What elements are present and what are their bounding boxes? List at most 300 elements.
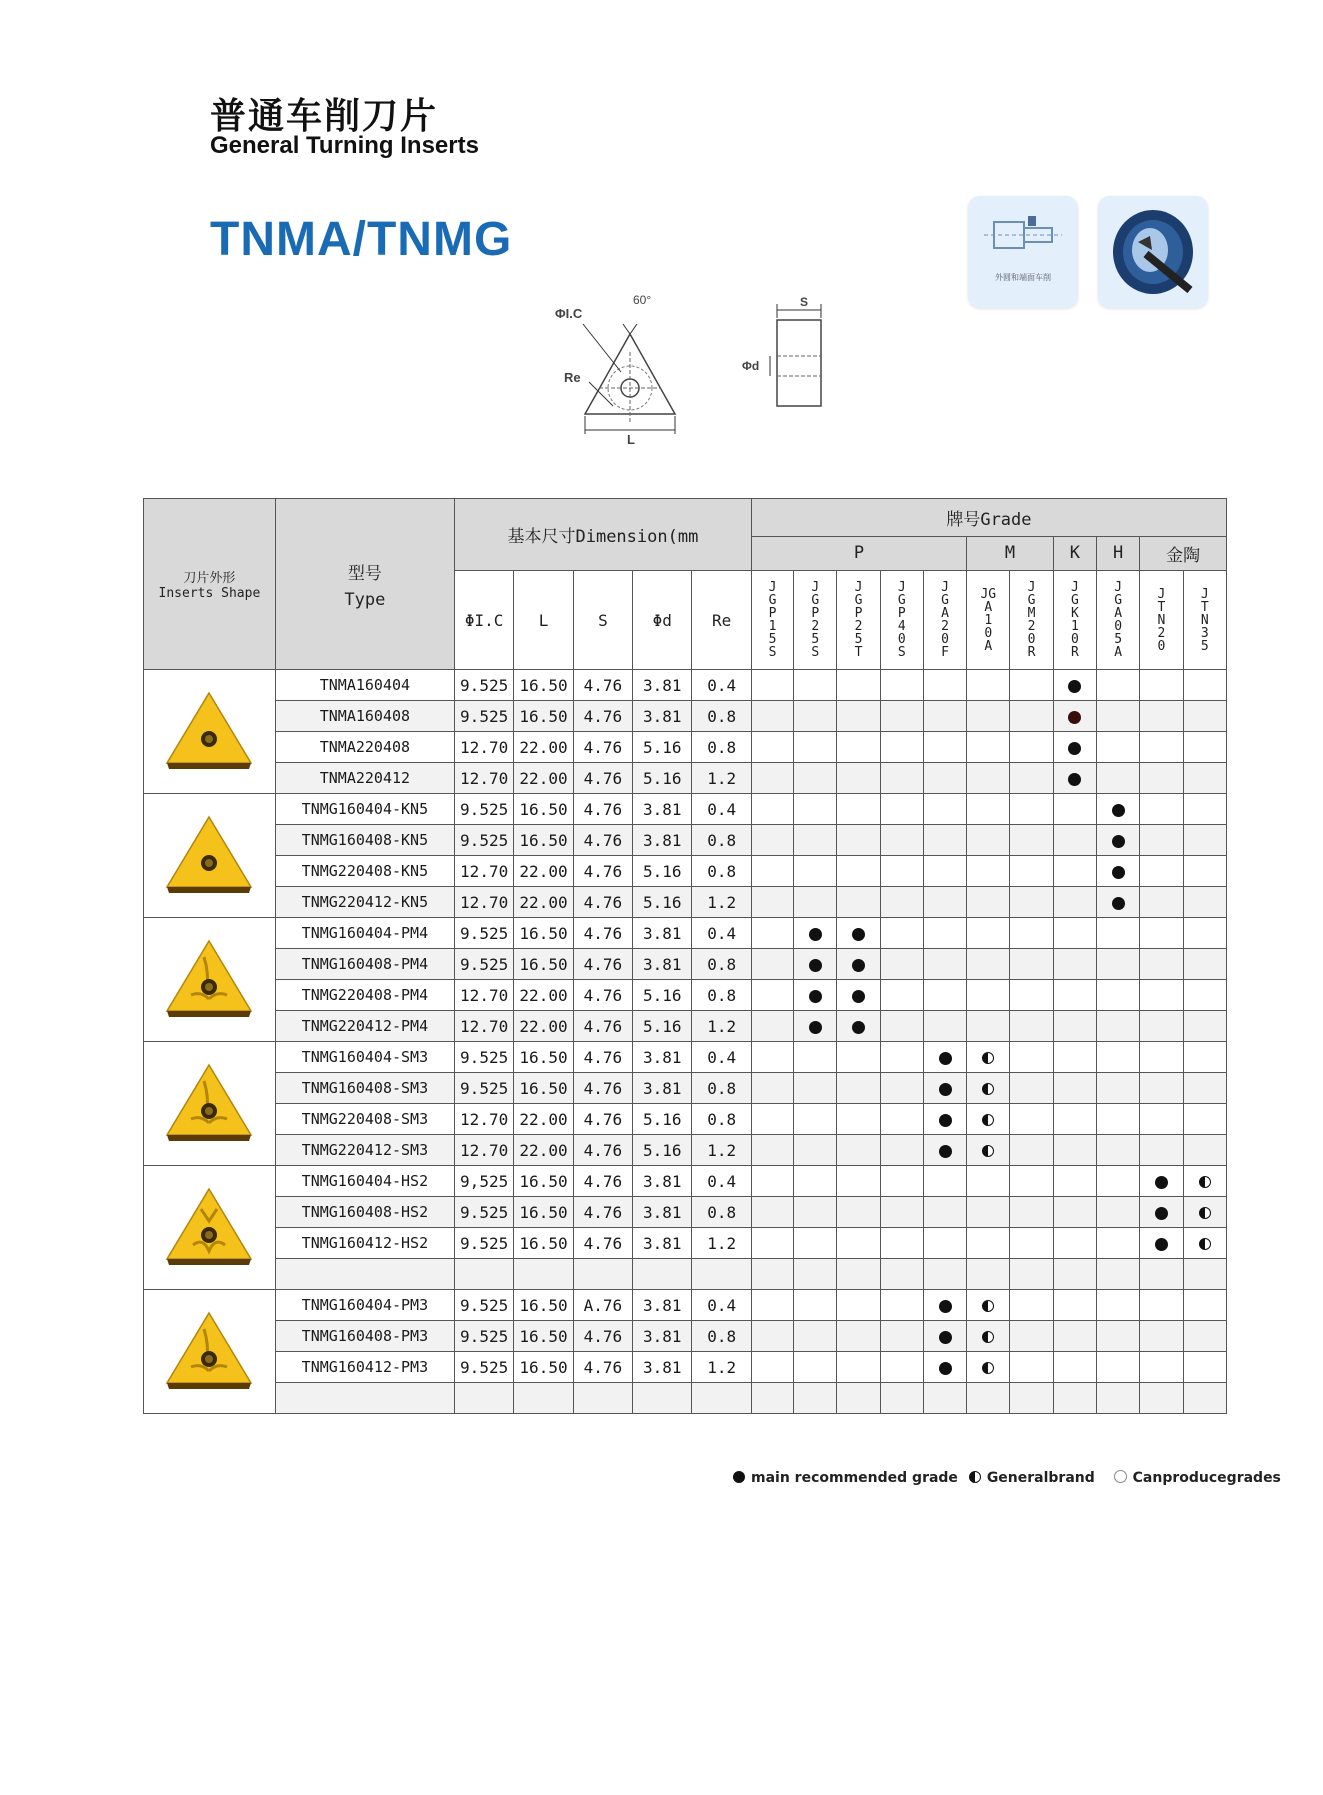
grade-col-header [923,571,966,670]
main-grade-icon [1112,897,1125,910]
grade-cell [1183,1166,1226,1197]
grade-cell [1053,763,1096,794]
dimension-value: 0.4 [692,1042,751,1073]
insert-shape-image [144,918,276,1042]
grade-col-char: A [984,638,993,654]
dimension-value: A.76 [573,1290,632,1321]
table-row [144,794,1227,825]
grade-cell [1010,1352,1053,1383]
insert-type: TNMG160404-KN5 [275,794,454,825]
dimension-value: 0.4 [692,1166,751,1197]
dimension-value: 0.4 [692,794,751,825]
grade-col-header [1010,571,1053,670]
dimension-value: 22.00 [514,856,573,887]
table-row [144,918,1227,949]
grade-cell [1010,1383,1053,1414]
grade-cell [1053,1290,1096,1321]
main-grade-icon [809,959,822,972]
grade-cell [880,1166,923,1197]
grade-cell [837,949,880,980]
grade-cell [751,1259,793,1290]
insert-shape-image [144,794,276,918]
grade-col-char: JG [980,586,997,602]
general-brand-icon [982,1145,994,1157]
grade-cell [880,732,923,763]
legend-can: Canproducegrades [1132,1470,1281,1486]
dimension-value: 0.8 [692,1073,751,1104]
grade-cell [1010,1135,1053,1166]
grade-cell [1183,980,1226,1011]
grade-cell [1096,1321,1139,1352]
grade-cell [751,1042,793,1073]
main-grade-icon [1155,1176,1168,1189]
grade-cell [1096,949,1139,980]
dimension-value: 16.50 [514,1290,573,1321]
grade-col-header [880,571,923,670]
grade-cell [837,1383,880,1414]
main-grade-icon [939,1362,952,1375]
grade-cell [1096,825,1139,856]
grade-col-char: 5 [854,632,863,647]
grade-col-char: J [854,580,863,595]
dimension-value: 0.8 [692,825,751,856]
table-row [144,1352,1227,1383]
grade-cell [794,1352,837,1383]
grade-col-char: F [941,645,949,660]
grade-cell [794,856,837,887]
insert-shape-image [144,1042,276,1166]
grade-col-char: T [854,645,863,660]
grade-cell [1140,763,1183,794]
grade-col-char: 5 [811,632,820,647]
dimension-value: 4.76 [573,701,632,732]
grade-cell [794,1135,837,1166]
external-turning-icon [968,196,1078,308]
grade-cell [1096,1259,1139,1290]
grade-cell [751,1228,793,1259]
table-row [144,825,1227,856]
table-row [144,1166,1227,1197]
main-grade-icon [852,959,865,972]
grade-col-char: 2 [1157,625,1166,641]
grade-cell [923,1383,966,1414]
grade-cell [880,763,923,794]
grade-cell [967,1011,1010,1042]
grade-col-char: 1 [1070,619,1079,634]
grade-cell [837,1166,880,1197]
dimension-value: 0.4 [692,918,751,949]
insert-type: TNMA220408 [275,732,454,763]
insert-type: TNMG160412-HS2 [275,1228,454,1259]
dimension-header: 基本尺寸Dimension(mm [454,499,751,571]
grade-cell [1140,701,1183,732]
main-grade-icon [1112,866,1125,879]
external-turning-caption: 外圆和端面车削 [995,273,1051,282]
table-row [144,701,1227,732]
grade-cell [1183,1290,1226,1321]
boring-operation-icon [1098,196,1208,308]
grade-cell [1096,763,1139,794]
grade-cell [880,918,923,949]
grade-cell [1096,1135,1139,1166]
grade-cell [1096,887,1139,918]
grade-cell [1183,1011,1226,1042]
dimension-value: 12.70 [454,1135,513,1166]
grade-cell [1140,1259,1183,1290]
general-brand-icon [982,1300,994,1312]
grade-cell [967,1228,1010,1259]
grade-col-char: A [984,599,993,615]
grade-col-char: G [1114,593,1123,608]
main-grade-icon [1112,835,1125,848]
grade-cell [751,763,793,794]
dimension-value: 9.525 [454,1352,513,1383]
grade-col-char: 5 [1114,632,1123,647]
grade-col-char: J [1027,580,1036,595]
grade-cell [967,1290,1010,1321]
re-label: Re [564,370,581,385]
dim-col-header: Φd [633,571,692,670]
grade-cell [1096,1228,1139,1259]
grade-cell [1096,670,1139,701]
dimension-value: 16.50 [514,949,573,980]
grade-col-char: 5 [1200,638,1209,654]
grade-col-char: T [1157,599,1166,615]
grade-cell [1140,732,1183,763]
grade-col-char: S [897,645,906,660]
grade-cell [837,701,880,732]
dimension-value: 16.50 [514,1073,573,1104]
grade-cell [1010,949,1053,980]
grade-col-char: R [1070,645,1079,660]
grade-cell [1183,825,1226,856]
grade-cell [1010,1104,1053,1135]
grade-col-char: 0 [897,632,906,647]
dimension-value: 4.76 [573,949,632,980]
dimension-value: 4.76 [573,763,632,794]
dimension-value: 9.525 [454,1042,513,1073]
dimension-value: 16.50 [514,918,573,949]
grade-col-char: 1 [984,612,993,628]
dim-col-header: L [514,571,573,670]
dimension-value: 4.76 [573,980,632,1011]
dimension-value [692,1383,751,1414]
grade-cell [1096,1104,1139,1135]
grade-col-char: M [1027,606,1036,621]
grade-col-char: G [1070,593,1079,608]
grade-cell [967,1321,1010,1352]
insert-type: TNMG160412-PM3 [275,1352,454,1383]
grade-cell [880,1042,923,1073]
grade-cell [1096,1290,1139,1321]
grade-cell [751,1166,793,1197]
main-grade-icon [852,990,865,1003]
grade-cell [1140,918,1183,949]
table-row [144,1290,1227,1321]
grade-cell [837,1135,880,1166]
main-grade-icon [1068,773,1081,786]
grade-col-char: N [1157,612,1166,628]
dimension-value: 4.76 [573,1011,632,1042]
grade-col-char: 4 [897,619,906,634]
dimension-value: 16.50 [514,670,573,701]
grade-col-char: 2 [811,619,820,634]
grade-cell [1096,1383,1139,1414]
grade-cell [794,794,837,825]
grade-col-header [1053,571,1096,670]
grade-cell [923,1321,966,1352]
grade-cell [923,763,966,794]
grade-cell [1140,1352,1183,1383]
dimension-value: 22.00 [514,1011,573,1042]
dimension-value: 5.16 [633,732,692,763]
grade-cell [794,1166,837,1197]
grade-cell [751,701,793,732]
grade-cell [794,763,837,794]
page-title-en: General Turning Inserts [210,132,479,159]
grade-cell [751,887,793,918]
general-brand-icon [982,1331,994,1343]
grade-cell [923,980,966,1011]
main-grade-icon [939,1052,952,1065]
grade-cell [794,980,837,1011]
dimension-value: 5.16 [633,763,692,794]
grade-cell [837,670,880,701]
grade-col-char: J [941,580,949,595]
main-grade-icon [809,990,822,1003]
grade-col-char: J [1070,580,1079,595]
group-k: K [1053,536,1096,570]
dimension-value: 9,525 [454,1166,513,1197]
grade-cell [837,1290,880,1321]
grade-cell [794,1259,837,1290]
grade-cell [751,1135,793,1166]
group-p: P [751,536,966,570]
grade-cell [923,887,966,918]
grade-cell [794,1104,837,1135]
dimension-value: 22.00 [514,732,573,763]
grade-cell [1010,1228,1053,1259]
grade-cell [837,1042,880,1073]
dimension-value: 3.81 [633,1228,692,1259]
type-header [275,499,454,670]
grade-cell [923,1197,966,1228]
grade-cell [1053,1259,1096,1290]
table-row [144,887,1227,918]
grade-cell [967,732,1010,763]
grade-cell [751,1104,793,1135]
dimension-value: 4.76 [573,1104,632,1135]
insert-shape-image [144,1290,276,1414]
grade-cell [923,1042,966,1073]
grade-col-char: 3 [1200,625,1209,641]
grade-cell [967,701,1010,732]
table-row [144,980,1227,1011]
grade-cell [1053,732,1096,763]
grade-cell [1140,1104,1183,1135]
insert-type: TNMA220412 [275,763,454,794]
grade-cell [967,949,1010,980]
grade-cell [923,1135,966,1166]
dimension-value: 9.525 [454,825,513,856]
grade-cell [1140,1321,1183,1352]
grade-cell [923,1228,966,1259]
grade-cell [880,949,923,980]
grade-col-char: G [897,593,906,608]
table-row [144,1321,1227,1352]
dimension-value: 9.525 [454,701,513,732]
insert-shape-image [144,670,276,794]
grade-cell [1053,1383,1096,1414]
grade-cell [923,670,966,701]
dimension-value: 5.16 [633,1011,692,1042]
grade-cell [880,980,923,1011]
grade-col-char: J [897,580,906,595]
dim-col-header: Re [692,571,751,670]
main-grade-icon [939,1145,952,1158]
grade-col-char: S [811,645,820,660]
grade-cell [880,701,923,732]
dimension-value: 12.70 [454,1011,513,1042]
grade-cell [1183,949,1226,980]
s-label: S [800,296,809,309]
grade-cell [1183,1259,1226,1290]
grade-cell [1096,732,1139,763]
grade-cell [1140,1042,1183,1073]
dimension-value [633,1259,692,1290]
dimension-value: 4.76 [573,1135,632,1166]
grade-cell [923,825,966,856]
grade-cell [880,670,923,701]
grade-cell [837,1011,880,1042]
grade-cell [1183,1073,1226,1104]
grade-cell [1010,763,1053,794]
grade-cell [923,1259,966,1290]
dimension-value [454,1259,513,1290]
dimension-value: 12.70 [454,763,513,794]
insert-shape-image [144,1166,276,1290]
dimension-value: 3.81 [633,670,692,701]
dim-col-header: ΦI.C [454,571,513,670]
grade-cell [794,1383,837,1414]
grade-cell [880,1104,923,1135]
grade-cell [967,1135,1010,1166]
dimension-value: 16.50 [514,1197,573,1228]
grade-cell [923,856,966,887]
grade-col-char: S [768,645,777,660]
table-row [144,732,1227,763]
grade-cell [923,794,966,825]
grade-cell [923,1290,966,1321]
table-row [144,1197,1227,1228]
general-brand-icon [982,1083,994,1095]
grade-col-char: A [941,606,949,621]
table-row [144,856,1227,887]
dimension-value: 0.4 [692,1290,751,1321]
grade-cell [1010,1042,1053,1073]
grade-col-char: J [768,580,777,595]
dimension-value: 3.81 [633,1197,692,1228]
dimension-value: 12.70 [454,856,513,887]
grade-cell [1140,949,1183,980]
shape-header-en: Inserts Shape [158,586,261,601]
dimension-value: 3.81 [633,1290,692,1321]
grade-col-char: P [854,606,863,621]
grade-cell [1183,763,1226,794]
dimension-value: 4.76 [573,1197,632,1228]
dimension-value: 0.8 [692,856,751,887]
dimension-value: 16.50 [514,701,573,732]
main-grade-icon [1068,742,1081,755]
insert-type: TNMA160404 [275,670,454,701]
grade-cell [1140,825,1183,856]
grade-col-char: 0 [984,625,993,641]
grade-cell [1183,1383,1226,1414]
grade-col-char: G [768,593,777,608]
grade-cell [751,1011,793,1042]
insert-type: TNMG220412-KN5 [275,887,454,918]
grade-cell [1140,670,1183,701]
grade-cell [967,1042,1010,1073]
dimension-value: 4.76 [573,794,632,825]
dimension-value: 0.4 [692,670,751,701]
main-grade-icon [852,1021,865,1034]
grade-cell [923,701,966,732]
grade-cell [1096,1352,1139,1383]
grade-cell [1096,856,1139,887]
grade-cell [1183,670,1226,701]
main-grade-icon [809,928,822,941]
grade-cell [837,856,880,887]
group-h: H [1096,536,1139,570]
grade-cell [794,1042,837,1073]
grade-col-char: J [1157,586,1166,602]
grade-cell [751,949,793,980]
grade-cell [923,949,966,980]
grade-cell [794,1290,837,1321]
grade-col-char: G [1027,593,1036,608]
grade-cell [923,1104,966,1135]
dimension-value [454,1383,513,1414]
grade-col-char: A [1114,645,1123,660]
type-header-cn: 型号 [347,563,382,584]
main-grade-icon [1155,1238,1168,1251]
insert-type [275,1383,454,1414]
dimension-value [514,1383,573,1414]
general-brand-icon [982,1114,994,1126]
dimension-value: 4.76 [573,732,632,763]
grade-cell [1053,1352,1096,1383]
grade-cell [1096,1197,1139,1228]
dimension-value: 0.8 [692,1321,751,1352]
grade-cell [923,1166,966,1197]
grade-cell [1053,825,1096,856]
grade-col-char: 2 [941,619,949,634]
dimension-value: 16.50 [514,1321,573,1352]
insert-type: TNMG160404-SM3 [275,1042,454,1073]
grade-cell [1010,701,1053,732]
grade-cell [923,918,966,949]
insert-type: TNMG160408-SM3 [275,1073,454,1104]
grade-cell [837,1104,880,1135]
dimension-value: 22.00 [514,1135,573,1166]
grade-cell [1010,1197,1053,1228]
grade-cell [880,1197,923,1228]
dimension-value: 3.81 [633,1042,692,1073]
group-m: M [967,536,1054,570]
grade-cell [837,794,880,825]
legend-general: Generalbrand [986,1470,1095,1486]
